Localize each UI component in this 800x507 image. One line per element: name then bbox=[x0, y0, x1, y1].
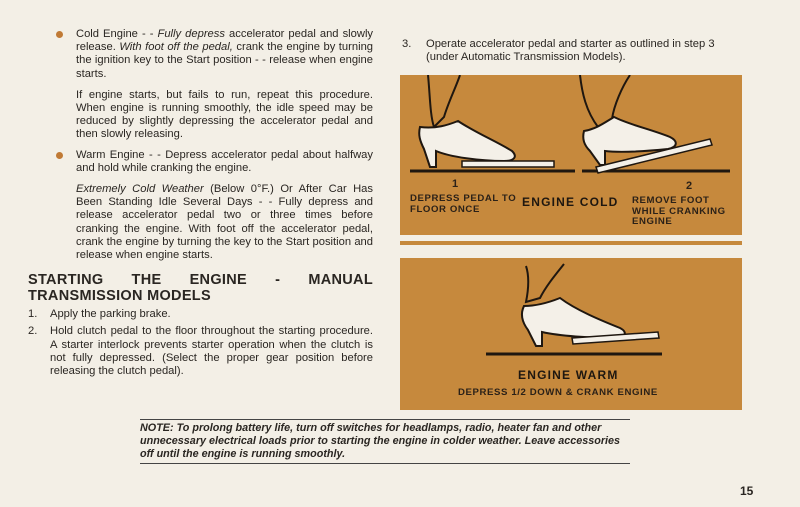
step-2-caption: REMOVE FOOT WHILE CRANKING ENGINE bbox=[632, 195, 726, 227]
cold-engine-emph2: With foot off the pedal, bbox=[119, 41, 233, 54]
page-number: 15 bbox=[740, 484, 754, 498]
warm-engine-label: Warm Engine - - bbox=[76, 148, 161, 161]
engine-warm-title: ENGINE WARM bbox=[518, 368, 619, 382]
step-number: 2. bbox=[28, 325, 38, 338]
engine-warm-caption: DEPRESS 1/2 DOWN & CRANK ENGINE bbox=[458, 387, 658, 398]
engine-cold-title: ENGINE COLD bbox=[522, 195, 619, 209]
step-2 bbox=[28, 325, 373, 378]
battery-note bbox=[140, 422, 630, 461]
bullet-dot bbox=[56, 31, 63, 38]
cold-engine-item bbox=[28, 28, 373, 81]
engine-warm-illustration bbox=[400, 258, 742, 410]
bullet-dot bbox=[56, 152, 63, 159]
step-number: 1. bbox=[28, 308, 38, 321]
step-3 bbox=[402, 38, 747, 64]
note-text: NOTE: To prolong battery life, turn off switches for headlamps, radio, heater fan and other unnecessary electrical loads prior to starting the engine in colder weather. Leave accessories off until the engine is running smoothly. bbox=[140, 422, 621, 460]
step-1-caption: DEPRESS PEDAL TO FLOOR ONCE bbox=[410, 193, 517, 215]
cold-engine-label: Cold Engine - - bbox=[76, 28, 154, 40]
cold-engine-emph1: Fully depress bbox=[157, 28, 225, 40]
note-rule-top bbox=[140, 419, 630, 420]
shoe-1 bbox=[419, 121, 515, 167]
step-text: Operate accelerator pedal and starter as outlined in step 3 (under Automatic Transmission Models). bbox=[426, 38, 715, 64]
step-text: Apply the parking brake. bbox=[50, 308, 171, 321]
step-number: 3. bbox=[402, 38, 412, 50]
warm-engine-item bbox=[28, 149, 373, 175]
panel-divider bbox=[400, 241, 742, 245]
pedal-1 bbox=[462, 161, 554, 167]
extreme-cold-text: (Below 0°F.) Or After Car Has Been Standing Idle Several Days - - Fully depress and release accelerator pedal two or three times before cranking the engine. With foot off the accelerator pedal, crank the engine by turning the key to the Start position and release when engine starts. bbox=[76, 183, 373, 262]
step-1-number: 1 bbox=[452, 178, 459, 190]
warm-engine-text: Depress accelerator pedal about halfway and hold while cranking the engine. bbox=[76, 148, 373, 174]
cold-engine-text1: accelerator pedal and slowly release. bbox=[76, 28, 374, 54]
step-2-number: 2 bbox=[686, 180, 693, 192]
extreme-cold-emph: Extremely Cold Weather bbox=[76, 183, 204, 196]
extreme-cold-paragraph bbox=[28, 183, 373, 262]
step-1 bbox=[28, 308, 373, 321]
cold-engine-text2: crank the engine by turning the ignition key to the Start position - - release when engine starts. bbox=[76, 41, 374, 80]
cold-engine-continuation: If engine starts, but fails to run, repeat this procedure. When engine is running smoothly, the idle speed may be reduced by slightly depressing the accelerator pedal and then slowly releasing. bbox=[76, 88, 373, 141]
engine-cold-illustration bbox=[400, 75, 742, 235]
right-column bbox=[402, 38, 747, 68]
note-rule-bottom bbox=[140, 463, 630, 464]
section-heading: STARTING THE ENGINE - MANUAL TRANSMISSION MODELS bbox=[28, 272, 373, 305]
left-column bbox=[28, 28, 373, 382]
step-text: Hold clutch pedal to the floor throughout the starting procedure. A starter interlock prevents starter operation when the clutch is not fully depressed. (Select the proper gear position before releasing the clutch pedal). bbox=[50, 325, 373, 378]
